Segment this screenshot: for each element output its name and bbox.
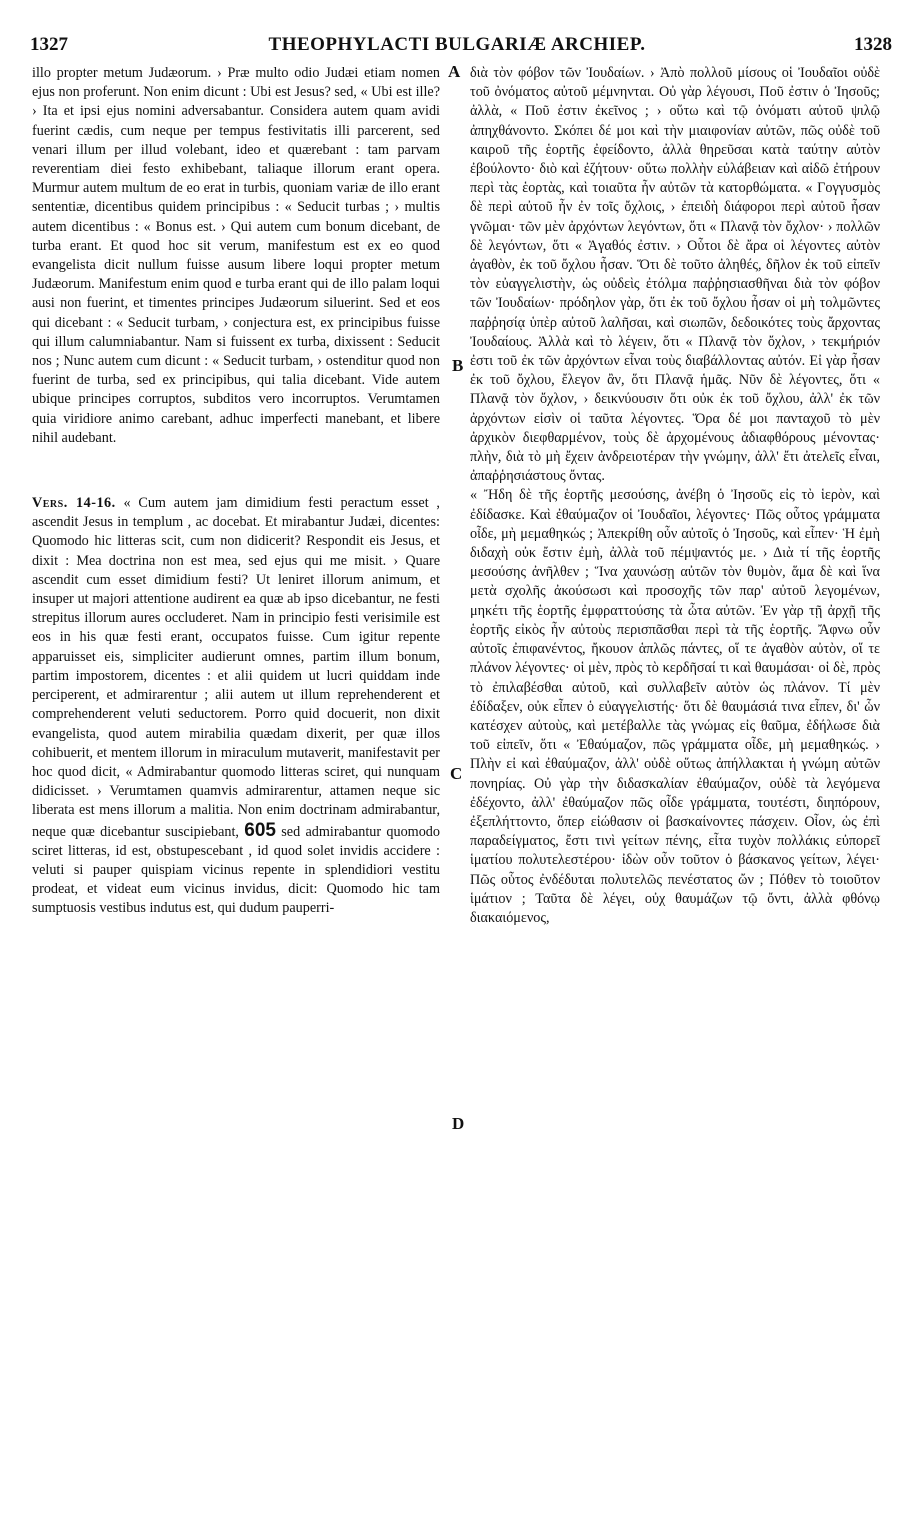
column-number: 605: [244, 819, 276, 841]
running-title: THEOPHYLACTI BULGARIÆ ARCHIEP.: [268, 34, 646, 55]
margin-marker-d: D: [452, 1114, 465, 1133]
verse-reference: Vers. 14-16.: [32, 495, 116, 512]
greek-paragraph-1: διὰ τὸν φόβον τῶν Ἰουδαίων. › Ἀπὸ πολλοῦ μίσους οἱ Ἰουδαῖοι οὐδὲ τοῦ ὀνόματος αὐτοῦ μέμνηνται. Οὐ γὰρ λέγουσι, Ποῦ ἐστιν ὁ Ἰησοῦς; ἀλλὰ, « Ποῦ ἐστιν ἐκεῖνος ; › οὕτω καὶ τῷ ὀνόματι αὐτοῦ ψιλῷ ἀπηχθάνοντο. Σκόπει δέ μοι καὶ τὴν μιαιφονίαν αὐτῶν, πῶς οὐδὲ τοῦ καιροῦ τῆς ἑορτῆς ἐφείδοντο, ἀλλὰ θηρεῦσαι κατὰ ταύτην αὐτὸν ἐβούλοντο· διὸ καὶ ἐζήτουν· οὕτω πολλὴν εὐλάβειαν καὶ αἰδῶ ἐτήρουν περὶ τὰς ἑορτὰς, καὶ τοιαῦτα ἦν αὐτῶν τὰ κατορθώματα. « Γογγυσμὸς δὲ περὶ αὐτοῦ ἦν ἐν τοῖς ὄχλοις, › ἐπειδὴ διάφοροι περὶ αὐτοῦ ἦσαν γνῶμαι· τῶν μὲν ἀρχόντων λεγόντων, ὅτι « Πλανᾷ τὸν ὄχλον· › πολλῶν δὲ λεγόντων, ὅτι « Ἀγαθός ἐστιν. › Οὗτοι δὲ ἄρα οἱ λέγοντες αὐτὸν ἀγαθὸν, ἐκ τοῦ ὄχλου ἦσαν. Ὅτι δὲ τοῦτο ἀληθές, δῆλον ἐκ τοῦ εἰπεῖν τὸν εὐαγγελιστὴν, ὡς οὐδεὶς ἐτόλμα παῤῥησιασθῆναι διὰ τὸν φόβον τῶν Ἰουδαίων· πρόδηλον γὰρ, ὅτι ἐκ τοῦ ὄχλου ἦσαν οἱ μὴ τολμῶντες παῤῥησίᾳ ὑπὲρ αὐτοῦ λαλῆσαι, καὶ σιωπῶν, δεδοικότες τοὺς ἄρχοντας Ἰουδαίους. Ἀλλὰ καὶ τὸ λέγειν, ὅτι « Πλανᾷ τὸν ὄχλον, › τεκμήριόν ἐστι τοῦ ἐκ τῶν ἀρχόντων εἶναι τοὺς διαβάλλοντας αὐτόν. Εἰ γὰρ ἦσαν ἐκ τοῦ ὄχλου, ἔλεγον ἂν, ὅτι Πλανᾷ ἡμᾶς. Νῦν δὲ λέγοντες, ὅτι « Πλανᾷ τὸν ὄχλον, › δεικνύουσιν ὅτι οὐκ ἐκ τοῦ ὄχλου, ἀλλ' ἐκ τῶν ἀρχόντων εἰσὶν οἱ ταῦτα λέγοντες. Ὅρα δέ μοι πανταχοῦ τὸ μὲν ἀρχικὸν διεφθαρμένον, τοὺς δὲ ἀρχομένους ἀδιαφθόρους μένοντας· πλὴν, διὰ τὸ μὴ ἔχειν ἀνδρειοτέραν τὴν γνώμην, ἀλλ' ἔτι ἀτελεῖς εἶναι, ἀπαῤῥησιάστους ὄντας.: [470, 65, 880, 485]
margin-marker-b: B: [452, 356, 464, 375]
page-header: [22, 30, 892, 58]
latin-paragraph-2-continued: sed admirabantur quomodo sciret litteras, id est, obstupescebant , id quod solet invidis accidere : veluti si pauper quispiam vicinus repente in splendidiori vestitu prodeat, et videat eum vicinus invidus, dicit: Quomodo hic tam sumptuosis vestibus indutus est, qui dudum pauperri-: [32, 823, 440, 917]
left-page-number: 1327: [30, 34, 68, 55]
latin-paragraph-1: illo propter metum Judæorum. › Præ multo odio Judæi etiam nomen ejus non proferunt. Non enim dicunt : Ubi est Jesus? sed, « Ubi est ille? › Ita et ipsi ejus nomini adversabantur. Considera autem quam avidi fuerint cædis, cum neque per tempus festivitatis illi parcerent, sed venari illum per illud volebant, ideo et quærebant : tam parvam reverentiam diei festo exhibebant, taliaque illorum erant opera. Murmur autem multum de eo erat in turbis, quoniam variæ de illo erant sententiæ, dicentibus quidem principibus : « Seducit turbas ; › multis autem dicentibus : « Bonus est. › Qui autem cum bonum dicebant, de turba erant. Et quod hoc sit verum, manifestum est ex eo quod evangelista dicit nullum fuisse ausum libere loqui propter metum Judæorum. Manifestum enim quod e turba erant qui de illo palam loqui ausi non fuerint, et timentes principes Judæorum siluerint. Sed et eos qui dicebant : « Seducit turbam, › conjectura est, ex principibus fuisse qui illum calumniabantur. Nam si fuissent ex turba, dixissent : Seducit nos ; Nunc autem cum dicunt : « Seducit turbam, › ostenditur quod non fuerint de turba, sed ex principibus, qui talia dicebant. Vide autem ubique principes corruptos, subditos vero incorruptos. Verumtamen quia viridiore animo carebant, adhuc imperfecti manebant, et libere nihil audebant.: [32, 65, 440, 446]
margin-marker-a: A: [448, 62, 461, 81]
margin-marker-c: C: [450, 764, 463, 783]
greek-paragraph-2: « Ἤδη δὲ τῆς ἑορτῆς μεσούσης, ἀνέβη ὁ Ἰησοῦς εἰς τὸ ἱερὸν, καὶ ἐδίδασκε. Καὶ ἐθαύμαζον οἱ Ἰουδαῖοι, λέγοντες· Πῶς οὗτος γράμματα οἶδε, μὴ μεμαθηκώς ; Ἀπεκρίθη οὖν αὐτοῖς ὁ Ἰησοῦς, καὶ εἶπεν· Ἡ ἐμὴ διδαχὴ οὐκ ἔστιν ἐμὴ, ἀλλὰ τοῦ πέμψαντός με. › Διὰ τί τῆς ἑορτῆς μεσούσης ἀνῆλθεν ; Ἵνα χαυνώσῃ αὐτῶν τὸν θυμὸν, ἅμα δὲ καὶ ἵνα μετὰ σχολῆς ἀκούσωσι καὶ προσοχῆς τῶν παρ' αὐτοῦ λεγομένων, μηκέτι τῆς ἑορτῆς ἐμφραττούσης τὰ ὦτα αὐτῶν. Ἐν γὰρ τῇ ἀρχῇ τῆς ἑορτῆς εἰκὸς ἦν αὐτοὺς περισπᾶσθαι περὶ τὰ τῆς ἑορτῆς. Ἄφνω οὖν αὐτοῖς ἐπιφανέντος, ἤκουον ἁπλῶς πάντες, οἵ τε ἀγαθὸν αὐτὸν, οἵ τε πλάνον λέγοντες· οἱ μὲν, πρὸς τὸ κερδῆσαί τι καὶ θαυμάσαι· οἱ δὲ, πρὸς τὸ ἐπιλαβέσθαι αὐτοῦ, καὶ συλλαβεῖν αὐτὸν ὡς πλάνον. Τί μὲν ἐδίδαξεν, οὐκ εἶπεν ὁ εὐαγγελιστής· ὅτι δὲ θαυμάσιά τινα εἶπεν, δι' ὧν κατέσχεν αὐτοὺς, καὶ μετέβαλλε τὰς γνώμας εἰς θαῦμα, ἐδήλωσε διὰ τοῦ εἰπεῖν, ὅτι « Ἐθαύμαζον, πῶς γράμματα οἶδε, μὴ μεμαθηκώς. › Πλὴν εἰ καὶ ἐθαύμαζον, ἀλλ' οὐδὲ οὕτως ἀπήλλακται ἡ γνώμη αὐτῶν πονηρίας. Οὐ γὰρ τὴν διδασκαλίαν ἐθαύμαζον, οὐδὲ τὰ λεγόμενα ἐδέχοντο, ἀλλ' ἐθαύμαζον πῶς οἶδε γράμματα, τουτέστι, διηπόρουν, ἐξεπλήττοντο, ὅπερ εἰώθασιν οἱ βασκαίνοντες πάσχειν. Οἷον, ὡς ἐπὶ παραδείγματος, ἔστι τινὶ γείτων πένης, εἶτα τυχὸν πολλάκις εὐπορεῖ ἱματίου πολυτελεστέρου· ἰδὼν οὖν τοῦτον ὁ βάσκανος γείτων, λέγει· Πῶς οὗτος ἐνδέδυται πολυτελῶς πενέστατος ὤν ; Πόθεν τὸ τοιοῦτον ἱμάτιον ; Ταῦτα δὲ λέγει, οὐχ θαυμάζων τῷ ὄντι, ἀλλὰ φθόνῳ διακαιόμενος,: [470, 487, 880, 926]
latin-column: [32, 64, 440, 919]
right-page-number: 1328: [854, 34, 892, 55]
greek-column: [470, 64, 880, 928]
latin-paragraph-2-text: « Cum autem jam dimidium festi peractum esset , ascendit Jesus in templum , ac docebat. Et mirabantur Judæi, dicentes: Quomodo hic litteras scit, cum non didicerit? Respondit eis Jesus, et dixit : Mea doctrina non est mea, sed ejus qui me misit. › Quare ascendit cum esset dimidium festi? Ut leniret illorum animum, et insuper ut majori attentione audirent ea quæ ab ipso dicebantur, ne festi strepitus illorum aures occluderet. Nam in principio festi verisimile est eos in his quæ festi erant, occupatos fuisse. Cum igitur repente apparuisset eis, simpliciter audierunt omnes, partim illum bonum, partim impostorem, dicentes : et alii quidem ut lucri quiddam inde perciperent, et admirarentur ; alii autem ut illum reprehenderent et comprehenderent veluti seductorem. Porro quid docuerit, non dixit evangelista, quod autem mirabilia quædam dixerit, per quæ illos cohibuerit, et mentem illorum in miraculum mutaverit, manifestavit per hoc quod dicit, « Admirabantur quomodo litteras sciret, qui nunquam didicisset. › Verumtamen quamvis admirarentur, attamen neque sic liberata est mens illorum a malitia. Non enim doctrinam admirabantur, neque quæ dicebantur suscipiebant,: [32, 495, 440, 840]
latin-paragraph-2: [32, 494, 440, 918]
